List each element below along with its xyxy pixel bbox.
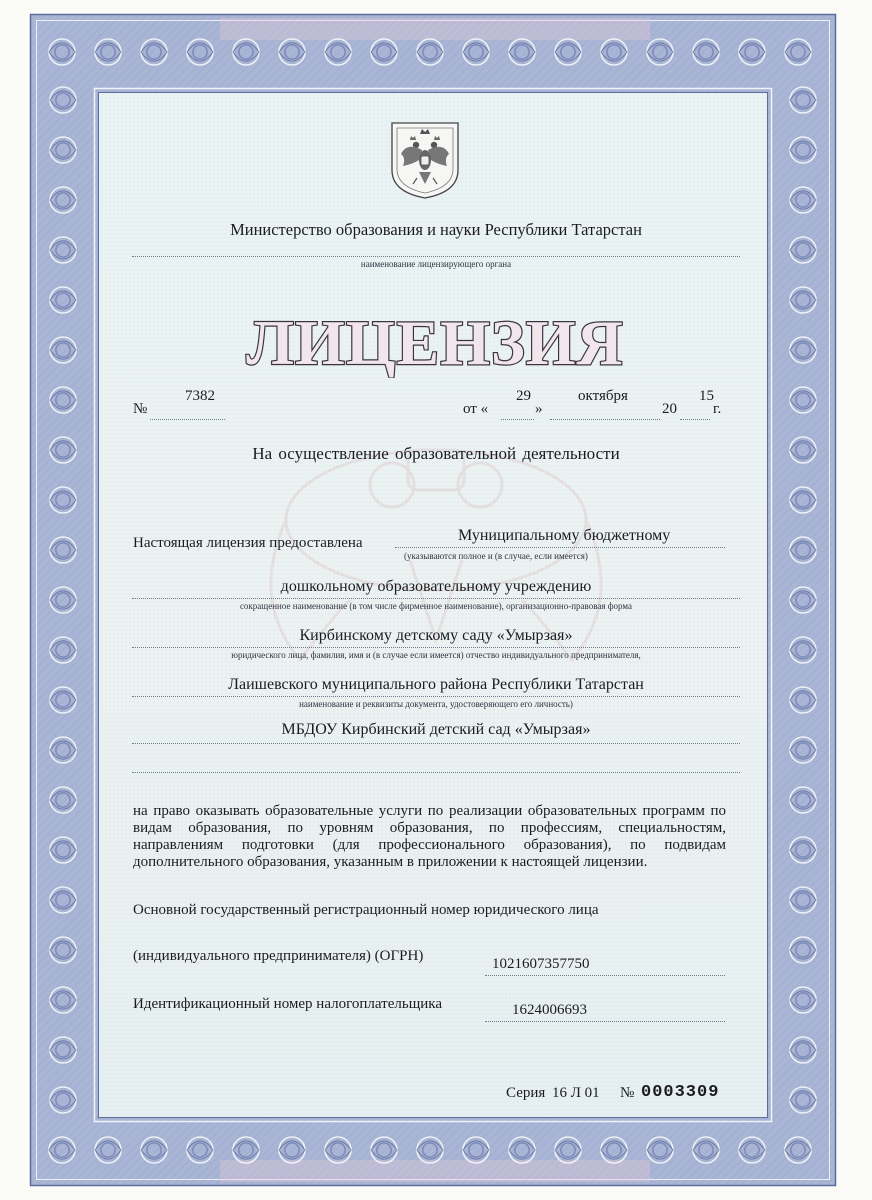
date-year: 15 bbox=[699, 388, 714, 404]
license-number: 7382 bbox=[185, 388, 215, 404]
date-prefix: от « bbox=[463, 401, 489, 417]
series-number: 0003309 bbox=[641, 1083, 720, 1102]
date-day: 29 bbox=[516, 388, 531, 404]
date-day-line bbox=[501, 419, 534, 420]
grantee-line-3: Кирбинскому детскому саду «Умырзая» bbox=[299, 627, 573, 644]
inn-underline bbox=[485, 1021, 725, 1022]
grantee-caption-4: наименование и реквизиты документа, удостоверяющего его личность) bbox=[299, 699, 573, 709]
coat-of-arms-icon bbox=[389, 120, 461, 200]
license-title bbox=[230, 300, 640, 378]
grantee-line-5-underline bbox=[132, 743, 740, 744]
grantee-extra-underline bbox=[132, 772, 740, 773]
grantee-line-1: Муниципальному бюджетному bbox=[458, 527, 671, 544]
license-number-prefix: № bbox=[133, 401, 148, 417]
grantee-caption-3: юридического лица, фамилия, имя и (в случае если имеется) отчество индивидуального предпринимателя, bbox=[231, 650, 641, 660]
series-number-prefix: № bbox=[620, 1085, 635, 1101]
grantee-line-4: Лаишевского муниципального района Республики Татарстан bbox=[228, 676, 644, 693]
series-label: Серия bbox=[506, 1085, 546, 1101]
ogrn-underline bbox=[485, 975, 725, 976]
date-year-line bbox=[680, 419, 710, 420]
grantee-caption-1: (указываются полное и (в случае, если имеется) bbox=[404, 551, 588, 561]
grantee-caption-2: сокращенное наименование (в том числе фирменное наименование), организационно-правовая форма bbox=[239, 601, 633, 611]
rights-text: на право оказывать образовательные услуги по реализации образовательных программ по видам образования, по уровням образования, по профессиям, специальностям, направлениям подготовки (для профессионального образования), по подвидам дополнительного образования, указанным в приложении к настоящей лицензии. bbox=[133, 803, 726, 870]
license-number-line bbox=[150, 419, 225, 420]
license-title-text: ЛИЦЕНЗИЯ bbox=[246, 307, 624, 378]
series-value: 16 Л 01 bbox=[552, 1085, 600, 1101]
grantee-line-2-underline bbox=[132, 598, 740, 599]
grantee-line-1-underline bbox=[395, 547, 725, 548]
activity-type: На осуществление образовательной деятельности bbox=[252, 444, 620, 463]
authority-underline bbox=[132, 256, 740, 257]
inn-value: 1624006693 bbox=[512, 1002, 587, 1018]
grantee-line-2: дошкольному образовательному учреждению bbox=[280, 578, 592, 595]
ogrn-label-2: (индивидуального предпринимателя) (ОГРН) bbox=[133, 948, 424, 964]
licensing-authority-name: Министерство образования и науки Республики Татарстан bbox=[230, 220, 642, 239]
authority-caption: наименование лицензирующего органа bbox=[360, 259, 512, 269]
grantee-line-4-underline bbox=[132, 696, 740, 697]
grantee-line-5: МБДОУ Кирбинский детский сад «Умырзая» bbox=[281, 721, 591, 738]
date-year-prefix: 20 bbox=[662, 401, 677, 417]
ogrn-value: 1021607357750 bbox=[492, 956, 590, 972]
inn-label: Идентификационный номер налогоплательщика bbox=[133, 996, 443, 1012]
ogrn-label-1: Основной государственный регистрационный номер юридического лица bbox=[133, 902, 599, 918]
date-year-suffix: г. bbox=[713, 401, 722, 417]
date-month-line bbox=[550, 419, 660, 420]
grantee-line-3-underline bbox=[132, 647, 740, 648]
grantee-intro: Настоящая лицензия предоставлена bbox=[133, 535, 363, 551]
date-month: октября bbox=[578, 388, 628, 404]
date-quote-close: » bbox=[535, 401, 543, 417]
